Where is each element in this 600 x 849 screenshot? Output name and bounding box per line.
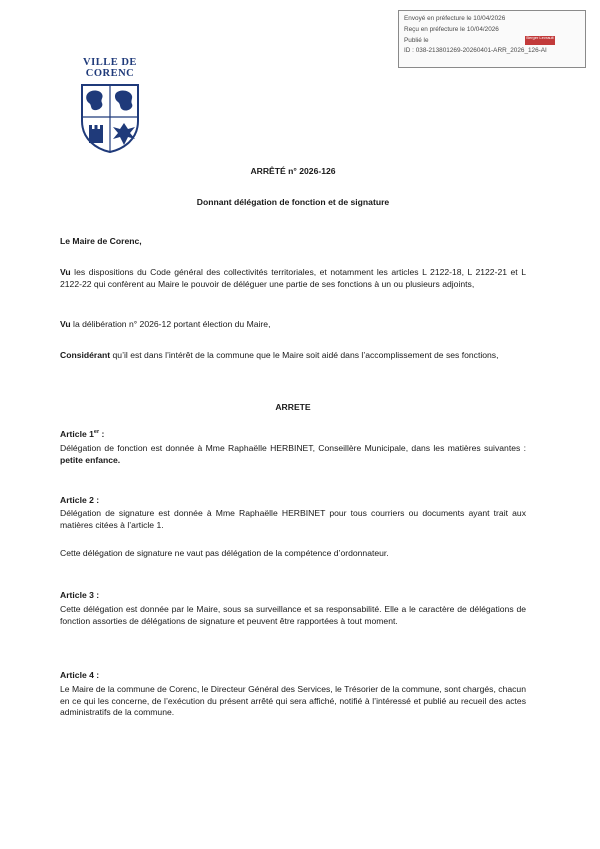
prefecture-stamp <box>398 10 586 68</box>
stamp-sent: Envoyé en préfecture le 10/04/2026 <box>404 15 506 22</box>
vu-label: Vu <box>60 319 71 329</box>
berger-levrault-logo: Berger Levrault <box>525 36 555 45</box>
article-3-text: Cette délégation est donnée par le Maire, sous sa surveillance et sa responsabilité. Elle a le caractère de délégations de fonction assorties de délégations de signature et peuvent être rapportées à tout moment. <box>60 604 526 626</box>
article-4-title: Article 4 : <box>60 670 100 680</box>
vu-text: la délibération n° 2026-12 portant élection du Maire, <box>70 319 271 329</box>
article-1-bold: petite enfance. <box>60 454 121 465</box>
stamp-id: ID : 038-213801269-20260401-ARR_2026_126-AI <box>404 47 547 55</box>
document-subtitle: Donnant délégation de fonction et de signature <box>196 197 390 207</box>
vu-text: les dispositions du Code général des collectivités territoriales, et notamment les articles L 2122-18, L 2122-21 et L 2122-22 qui confèrent au Maire le pouvoir de déléguer une partie de ses fonctions à un ou plusieurs adjoints, <box>60 267 526 289</box>
article-1-title-sup: er <box>93 429 100 436</box>
stamp-published: Publié le <box>404 36 429 44</box>
considerant-text: qu’il est dans l’intérêt de la commune que le Maire soit aidé dans l’accomplissement de ses fonctions, <box>110 350 499 360</box>
article-2-text-2: Cette délégation de signature ne vaut pas délégation de la compétence d’ordonnateur. <box>60 548 389 558</box>
vu-paragraph-2 <box>60 319 526 331</box>
considerant-label: Considérant <box>60 350 111 360</box>
salutation: Le Maire de Corenc, <box>60 236 142 246</box>
city-crest <box>76 57 144 153</box>
article-2-text-1: Délégation de signature est donnée à Mme Raphaëlle HERBINET pour tous courriers ou documents ayant trait aux matières citées à l’article 1. <box>60 508 526 530</box>
document-title: ARRÊTÉ n° 2026-126 <box>250 166 336 176</box>
crest-title-line2: CORENC <box>85 68 135 79</box>
article-4-text: Le Maire de la commune de Corenc, le Directeur Général des Services, le Trésorier de la commune, sont chargés, chacun en ce qui les concerne, de l’exécution du présent arrêté qui sera affiché, notifié à l’intéressé et publié au recueil des actes administratifs de la commune. <box>60 684 526 718</box>
article-3-title: Article 3 : <box>60 590 100 600</box>
article-1-text <box>60 443 526 466</box>
coat-of-arms-icon <box>80 83 140 153</box>
considerant-paragraph <box>60 350 526 362</box>
crest-title-line1: VILLE DE <box>83 57 137 68</box>
stamp-received: Reçu en préfecture le 10/04/2026 <box>404 25 499 33</box>
article-1-title-colon: : <box>99 429 105 439</box>
article-1-body: Délégation de fonction est donnée à Mme Raphaëlle HERBINET, Conseillère Municipale, dans les matières suivantes : <box>60 443 526 453</box>
article-1-title <box>60 429 526 441</box>
article-2-title: Article 2 : <box>60 495 100 505</box>
article-1-title-text: Article 1 <box>60 429 94 439</box>
arrete-heading: ARRETE <box>275 402 311 412</box>
vu-label: Vu <box>60 267 71 277</box>
vu-paragraph-1 <box>60 267 526 290</box>
